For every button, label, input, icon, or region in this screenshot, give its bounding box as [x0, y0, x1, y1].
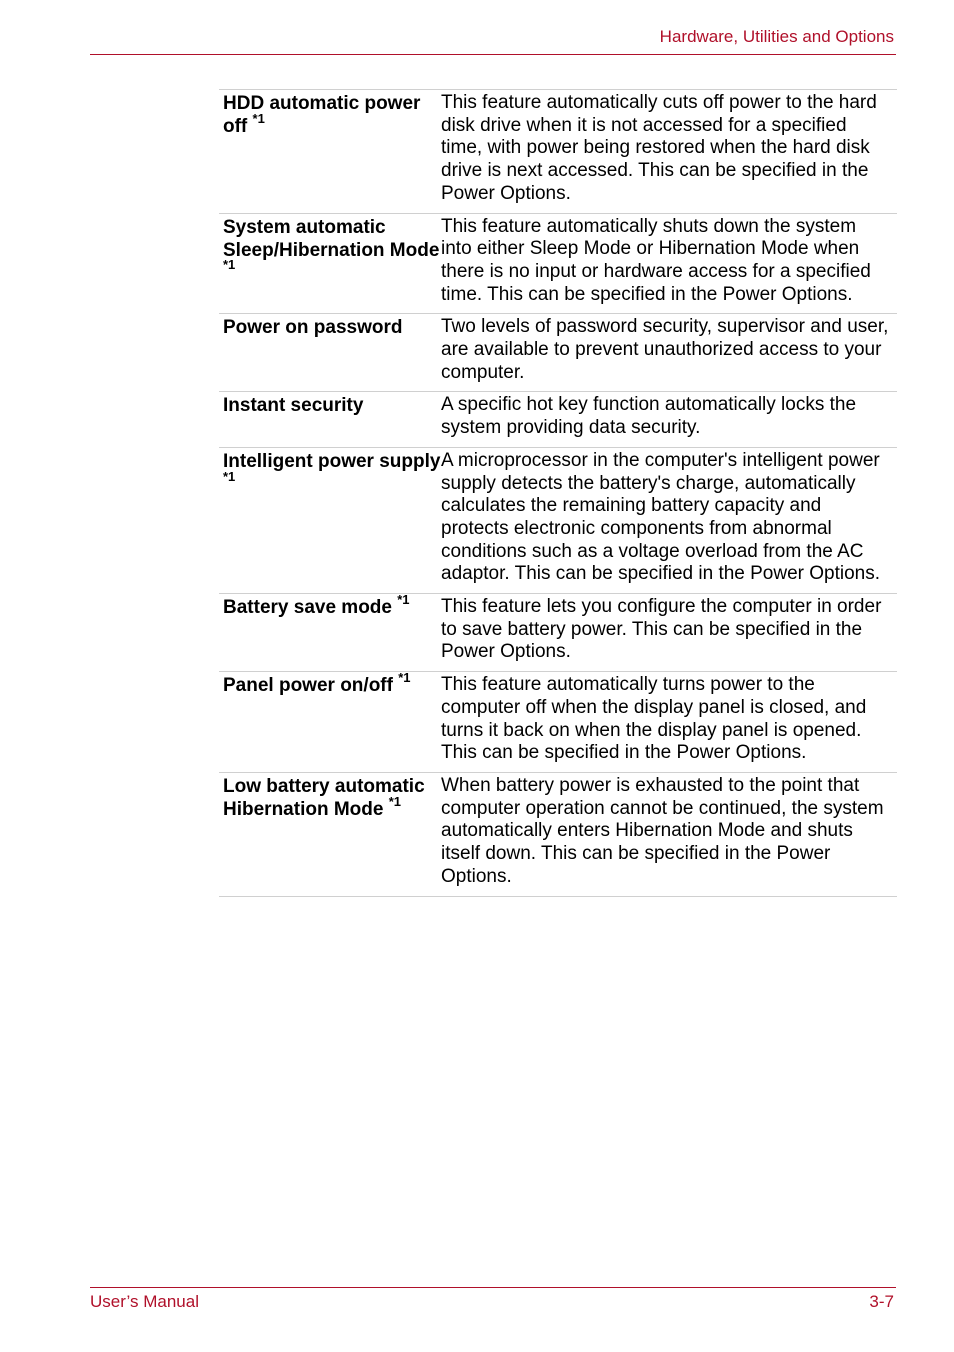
- feature-name: HDD automatic power off $^{*1}$: [223, 93, 421, 137]
- table-row: [219, 314, 897, 392]
- table-row: [219, 591, 897, 672]
- feature-description: A microprocessor in the computer's intelligent power supply detects the battery's charge, automatically calculates the remaining battery capacity and protects electronic components from abnormal conditions such as a voltage overload from the AC adaptor. This can be specified in the Power Options.: [441, 449, 881, 585]
- manual-title: User’s Manual: [90, 1292, 199, 1311]
- feature-description: A specific hot key function automatically locks the system providing data security.: [441, 394, 857, 439]
- feature-description: This feature lets you configure the computer in order to save battery power. This can be specified in the Power Options.: [441, 596, 882, 663]
- footnote-marker: *1: [397, 591, 410, 607]
- table-row: [219, 214, 897, 315]
- footnote-marker: *1: [388, 793, 402, 809]
- table-row: [219, 392, 897, 447]
- table-row: [219, 669, 897, 773]
- table-row: [219, 90, 897, 214]
- footnote-marker: *1: [252, 110, 265, 126]
- feature-description: When battery power is exhausted to the point that computer operation cannot be continued, the system automatically enters Hibernation Mode and shuts itself down. This can be specified in the Power Options.: [441, 774, 884, 887]
- footnote-marker: *1: [398, 669, 411, 685]
- page-number: 3-7: [869, 1292, 894, 1311]
- feature-description: This feature automatically shuts down the system into either Sleep Mode or Hibernation Mode when there is no input or hardware access for a specified time. This can be specified in the Power Options.: [441, 215, 871, 305]
- table-row: [219, 448, 897, 594]
- feature-name: Instant security: [223, 395, 364, 417]
- feature-description: This feature automatically turns power to the computer off when the display panel is closed, and turns it back on when the display panel is opened. This can be specified in the Power Options.: [441, 674, 867, 764]
- footer-divider: [90, 1287, 896, 1288]
- feature-name: Intelligent power supply $^{*1}$: [223, 450, 441, 484]
- footnote-marker: *1: [223, 257, 236, 273]
- feature-name: Power on password: [223, 317, 403, 339]
- header-divider: [90, 54, 896, 55]
- feature-name: Low battery automatic Hibernation Mode $^{*1}$: [223, 775, 425, 820]
- table-row: [219, 773, 897, 897]
- feature-table: [219, 89, 897, 897]
- feature-description: This feature automatically cuts off power to the hard disk drive when it is not accessed for a specified time, with power being restored when the hard disk drive is next accessed. This can be specified in the Power Options.: [441, 92, 877, 204]
- feature-description: Two levels of password security, supervisor and user, are available to prevent unauthorized access to your computer.: [441, 316, 889, 383]
- feature-name: Panel power on/off $^{*1}$: [223, 669, 411, 697]
- footnote-marker: *1: [223, 468, 236, 484]
- section-title: Hardware, Utilities and Options: [659, 27, 894, 46]
- feature-name: Battery save mode $^{*1}$: [223, 591, 410, 619]
- feature-name: System automatic Sleep/Hibernation Mode $^{*1}$: [223, 216, 440, 273]
